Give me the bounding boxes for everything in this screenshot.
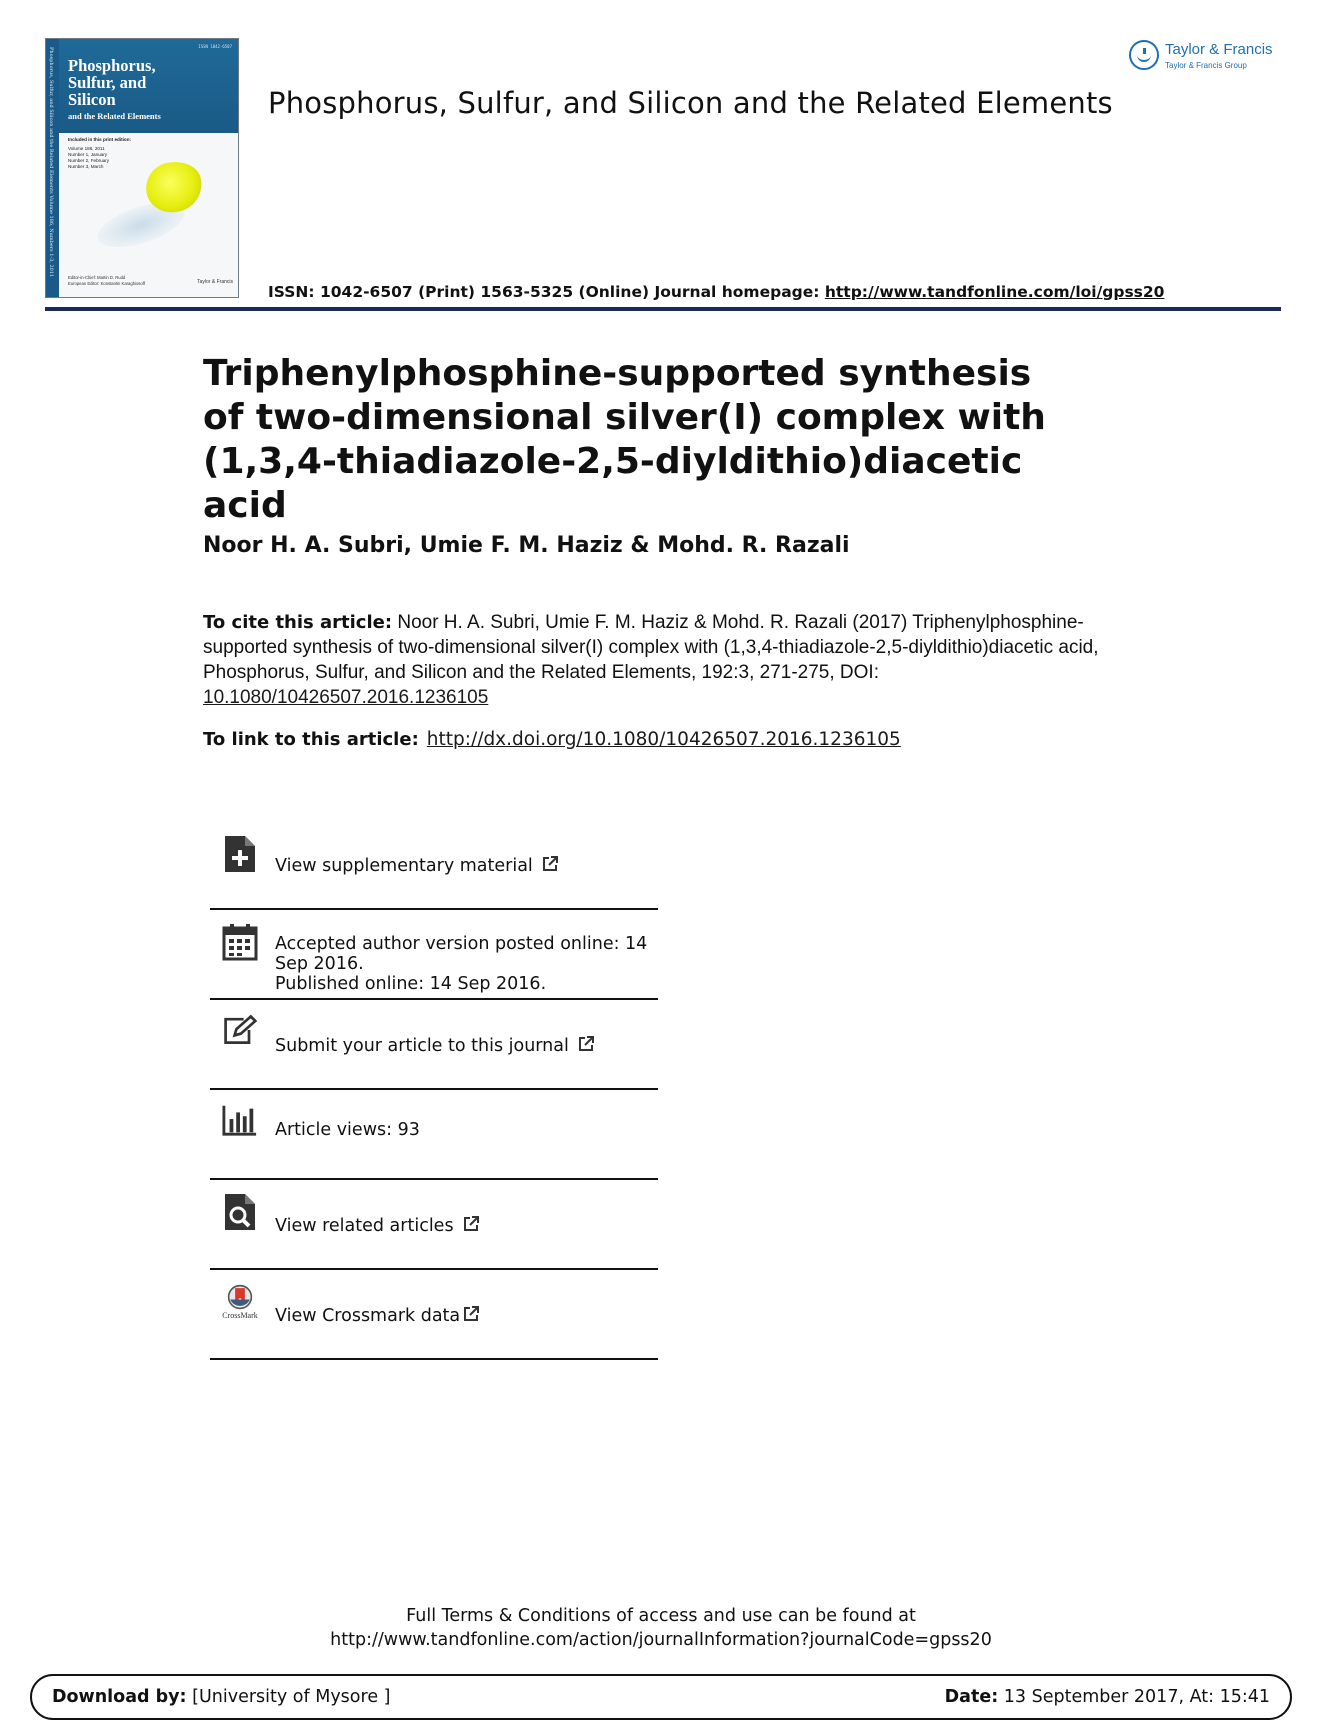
article-info-list bbox=[210, 820, 658, 1360]
publisher-group: Taylor & Francis Group bbox=[1165, 61, 1247, 70]
citation-block bbox=[203, 610, 1133, 710]
list-item-supplementary[interactable] bbox=[210, 820, 658, 910]
journal-title: Phosphorus, Sulfur, and Silicon and the Related Elements bbox=[268, 86, 1113, 120]
header-divider bbox=[45, 307, 1281, 311]
journal-homepage-link[interactable]: http://www.tandfonline.com/loi/gpss20 bbox=[824, 283, 1165, 301]
list-item-related[interactable] bbox=[210, 1180, 658, 1270]
cover-title-line: Silicon bbox=[68, 90, 116, 109]
cover-european-editor: European Editor: Konstantin Karaghiosoff bbox=[68, 280, 145, 286]
list-item-dates bbox=[210, 910, 658, 1000]
file-plus-icon bbox=[222, 836, 258, 872]
cover-subtitle: and the Related Elements bbox=[68, 111, 161, 121]
submit-label bbox=[275, 1035, 595, 1058]
list-item-views bbox=[210, 1090, 658, 1180]
taylor-francis-lamp-icon bbox=[1129, 40, 1159, 70]
submit-text: Submit your article to this journal bbox=[275, 1036, 569, 1056]
edit-icon bbox=[222, 1012, 258, 1048]
cover-title-line: Sulfur, and bbox=[68, 73, 147, 92]
external-link-icon bbox=[541, 855, 559, 878]
crossmark-logo-text: CrossMark bbox=[222, 1311, 258, 1320]
download-value: [University of Mysore ] bbox=[186, 1687, 391, 1707]
doi-link[interactable]: 10.1080/10426507.2016.1236105 bbox=[203, 687, 489, 708]
related-text: View related articles bbox=[275, 1216, 454, 1236]
article-link-line bbox=[203, 729, 901, 750]
cover-publisher: Taylor & Francis bbox=[197, 279, 233, 285]
cover-title bbox=[68, 57, 228, 108]
crossmark-text: View Crossmark data bbox=[275, 1306, 461, 1326]
related-label bbox=[275, 1215, 480, 1238]
cover-edition-line: Volume 186, 2011 bbox=[68, 146, 105, 151]
download-label: Download by: bbox=[52, 1687, 187, 1707]
search-document-icon bbox=[222, 1194, 258, 1230]
issn-line bbox=[268, 283, 1164, 301]
crossmark-icon bbox=[222, 1284, 258, 1320]
cover-edition-heading: Included in this print edition: bbox=[68, 137, 132, 142]
terms-url[interactable]: http://www.tandfonline.com/action/journalInformation?journalCode=gpss20 bbox=[330, 1630, 992, 1650]
external-link-icon bbox=[577, 1035, 595, 1058]
cover-title-line: Phosphorus, bbox=[68, 56, 156, 75]
cover-spine bbox=[46, 39, 59, 297]
crossmark-label bbox=[275, 1305, 480, 1328]
download-by bbox=[52, 1687, 390, 1707]
cover-edition-info bbox=[68, 137, 218, 170]
supplementary-label bbox=[275, 855, 559, 878]
list-item-submit[interactable] bbox=[210, 1000, 658, 1090]
cite-label: To cite this article: bbox=[203, 612, 393, 633]
accepted-date-line: Sep 2016. bbox=[275, 954, 364, 974]
link-label: To link to this article: bbox=[203, 729, 419, 750]
cover-edition-line: Number 2, February bbox=[68, 158, 110, 163]
dates-text bbox=[275, 934, 647, 994]
calendar-icon bbox=[222, 924, 258, 960]
bar-chart-icon bbox=[222, 1102, 258, 1138]
publisher-name: Taylor & Francis bbox=[1165, 41, 1273, 58]
date-label: Date: bbox=[944, 1687, 999, 1707]
issn-text: ISSN: 1042-6507 (Print) 1563-5325 (Online) Journal homepage: bbox=[268, 283, 825, 301]
article-authors: Noor H. A. Subri, Umie F. M. Haziz & Mohd. R. Razali bbox=[203, 533, 850, 558]
cover-edition-line: Number 3, March bbox=[68, 164, 104, 169]
terms-line: Full Terms & Conditions of access and use can be found at bbox=[406, 1606, 916, 1626]
terms-and-conditions bbox=[0, 1604, 1322, 1652]
published-date: Published online: 14 Sep 2016. bbox=[275, 974, 547, 994]
download-date bbox=[945, 1687, 1270, 1707]
taylor-francis-logo[interactable] bbox=[1129, 40, 1289, 76]
cover-issn: ISSN 1042-6507 bbox=[198, 44, 232, 49]
article-title: Triphenylphosphine-supported synthesis of two-dimensional silver(I) complex with (1,3,4-thiadiazole-2,5-diyldithio)diacetic acid bbox=[203, 353, 1046, 526]
external-link-icon bbox=[462, 1305, 480, 1328]
download-info-bar bbox=[30, 1674, 1292, 1720]
list-item-crossmark[interactable] bbox=[210, 1270, 658, 1360]
date-value: 13 September 2017, At: 15:41 bbox=[998, 1687, 1270, 1707]
cover-spine-text: Phosphorus, Sulfur, and Silicon and the Related Elements Volume 186, Numbers 1-3, 2011 bbox=[48, 47, 54, 278]
cite-text: Noor H. A. Subri, Umie F. M. Haziz & Mohd. R. Razali (2017) Triphenylphosphine-supported synthesis of two-dimensional silver(I) complex with (1,3,4-thiadiazole-2,5-diyldithio)diacetic acid, Phosphorus, Sulfur, and Silicon and the Related Elements, 192:3, 271-275, DOI: bbox=[203, 612, 1099, 683]
article-doi-url-link[interactable]: http://dx.doi.org/10.1080/10426507.2016.1236105 bbox=[426, 729, 901, 750]
cover-editor-in-chief: Editor-in-Chief: Martin D. Rudd bbox=[68, 275, 126, 280]
external-link-icon bbox=[462, 1215, 480, 1238]
cover-editors bbox=[68, 275, 178, 286]
journal-cover-image bbox=[45, 38, 239, 298]
cover-edition-line: Number 1, January bbox=[68, 152, 108, 157]
supplementary-text: View supplementary material bbox=[275, 856, 533, 876]
article-views: Article views: 93 bbox=[275, 1120, 420, 1140]
accepted-date-line: Accepted author version posted online: 14 bbox=[275, 934, 648, 954]
